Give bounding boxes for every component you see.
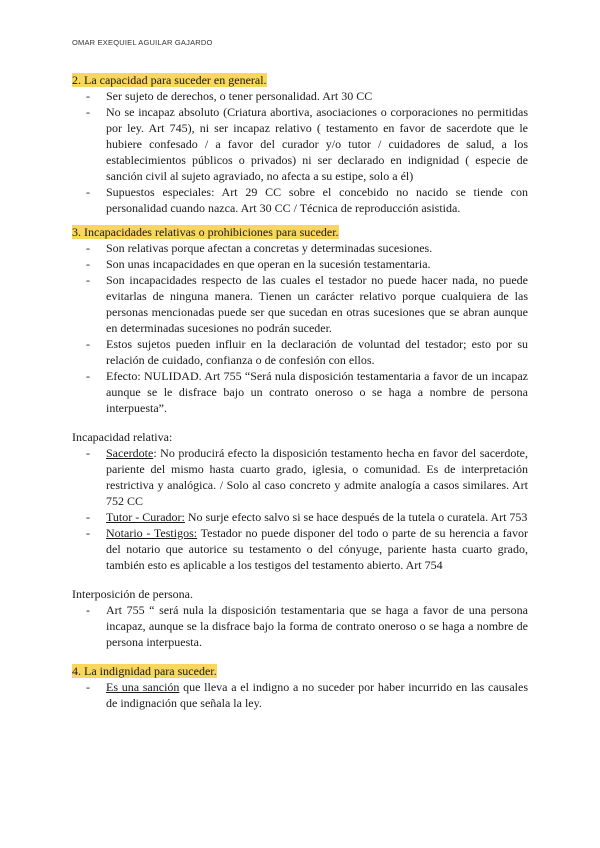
section-4-title: 4. La indignidad para suceder. <box>72 664 217 678</box>
list-item: - Son incapacidades respecto de las cuales el testador no puede hacer nada, no puede evitarlas de ninguna manera. Tienen un carácter relativo porque cualquiera de las personas mencionadas puede ser que sucedan en otras sucesiones que se abran aunque en determinadas sucesiones no podrán suceder. <box>72 272 528 336</box>
list-item: - Art 755 “ será nula la disposición testamentaria que se haga a favor de una persona incapaz, aunque se la disfrace bajo la forma de contrato oneroso o se haga a nombre de persona interpuesta. <box>72 602 528 650</box>
term-text: : No producirá efecto la disposición testamento hecha en favor del sacerdote, pariente del mismo hasta cuarto grado, iglesia, o comunidad. Es de interpretación restrictiva y analógica. / Solo al caso concreto y admite analogía a casos similares. Art 752 CC <box>106 446 528 508</box>
page-header-author: OMAR EXEQUIEL AGUILAR GAJARDO <box>72 38 213 47</box>
section-3-title: 3. Incapacidades relativas o prohibiciones para suceder. <box>72 225 339 239</box>
relative-incapacity-list <box>72 445 528 573</box>
list-item: - Efecto: NULIDAD. Art 755 “Será nula disposición testamentaria a favor de un incapaz aunque se le disfrace bajo un contrato oneroso o se haga a nombre de persona interpuesta”. <box>72 368 528 416</box>
list-item: - Estos sujetos pueden influir en la declaración de voluntad del testador; esto por su relación de cuidado, confianza o de confesión con ellos. <box>72 336 528 368</box>
term-text: No surje efecto salvo si se hace después de la tutela o curatela. Art 753 <box>184 510 528 524</box>
document-body <box>72 72 528 711</box>
interposition-list <box>72 602 528 650</box>
list-item: - Son relativas porque afectan a concretas y determinadas sucesiones. <box>72 240 528 256</box>
interposition-title: Interposición de persona. <box>72 587 193 601</box>
section-4-list <box>72 679 528 711</box>
term-notario-testigos: Notario - Testigos: <box>106 526 198 540</box>
section-4-heading <box>72 663 528 679</box>
list-item <box>72 509 528 525</box>
section-2-list <box>72 88 528 216</box>
list-item: - No se incapaz absoluto (Criatura abortiva, asociaciones o corporaciones no permitidas por ley. Art 745), ni ser incapaz relativo ( testamento en favor de sacerdote que le hubiere confesado / a favor del curador y/o tutor / cuidadores de salud, a los establecimientos públicos o privados) ni ser declarado en indignidad ( especie de sanción civil al sujeto agraviado, no afecta a su estipe, solo a él) <box>72 104 528 184</box>
term-text: Testador no puede disponer del todo o parte de su herencia a favor del notario que autorice su testamento o del cónyuge, pariente hasta cuarto grado, también esto es aplicable a los testigos del testamento abierto. Art 754 <box>106 526 528 572</box>
list-item <box>72 679 528 711</box>
list-item <box>72 525 528 573</box>
term-text: que lleva a el indigno a no suceder por haber incurrido en las causales de indignación que señala la ley. <box>106 680 528 710</box>
term-tutor-curador: Tutor - Curador: <box>106 510 185 524</box>
list-item <box>72 445 528 509</box>
term-sancion: Es una sanción <box>106 680 180 694</box>
section-2-heading <box>72 72 528 88</box>
list-item: - Ser sujeto de derechos, o tener personalidad. Art 30 CC <box>72 88 528 104</box>
section-2-title: 2. La capacidad para suceder en general. <box>72 73 267 87</box>
relative-incapacity-title: Incapacidad relativa: <box>72 430 173 444</box>
section-3-list <box>72 240 528 416</box>
list-item: - Supuestos especiales: Art 29 CC sobre el concebido no nacido se tiende con personalidad cuando nazca. Art 30 CC / Técnica de reproducción asistida. <box>72 184 528 216</box>
section-3-heading <box>72 224 528 240</box>
list-item: - Son unas incapacidades en que operan en la sucesión testamentaria. <box>72 256 528 272</box>
term-sacerdote: Sacerdote <box>106 446 154 460</box>
